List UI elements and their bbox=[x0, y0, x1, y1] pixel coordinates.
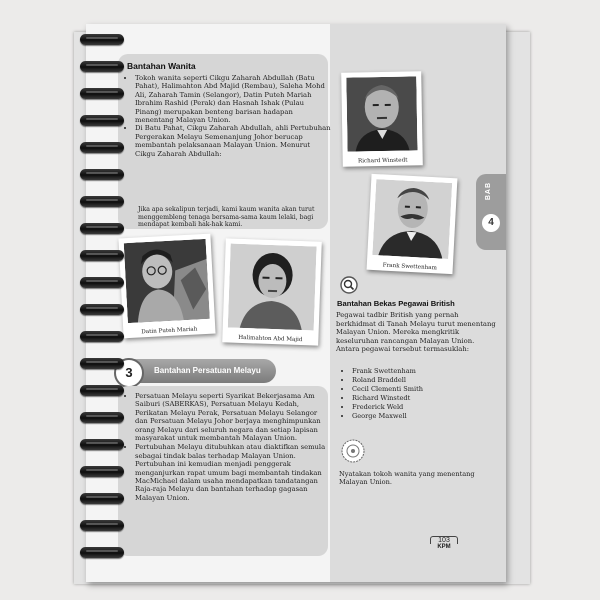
binding-ring bbox=[80, 169, 124, 180]
photo-winstedt bbox=[341, 71, 423, 166]
caption-halimahton: Halimahton Abd Majid bbox=[238, 334, 303, 344]
binding-ring bbox=[80, 196, 124, 207]
chapter-number: 4 bbox=[482, 214, 500, 232]
persatuan-melayu-list bbox=[126, 392, 331, 503]
list-item: • Frederick Weld bbox=[352, 403, 423, 412]
binding-ring bbox=[80, 250, 124, 261]
bantahan-wanita-title: Bantahan Wanita bbox=[127, 61, 196, 71]
section-3-number: 3 bbox=[114, 358, 144, 388]
binding-ring bbox=[80, 358, 124, 369]
magnifier-icon bbox=[340, 276, 358, 294]
portrait-image bbox=[346, 76, 417, 151]
portrait-puteh-mariah bbox=[124, 239, 210, 323]
bantahan-wanita-box bbox=[118, 54, 331, 229]
list-item: • Tokoh wanita seperti Cikgu Zaharah Abdullah (Batu Pahat), Halimahton Abd Majid (Rembau), Saleha Mohd Ali, Zaharah Tamin (Selangor), Datin Puteh Mariah Ibrahim Rashid (Perak) dan Hasnah Ishak (Pulau Pinang) merupakan benteng barisan hadapan menentang Malayan Union. bbox=[135, 74, 331, 124]
binding-ring bbox=[80, 34, 124, 45]
portrait-winstedt bbox=[346, 76, 417, 151]
zaharah-quote: Jika apa sekalipun terjadi, kami kaum wanita akan turut menggembleng tenaga bersama-sama kaum lelaki, bagi mendapat kembali hak-hak kami. bbox=[138, 206, 315, 229]
persatuan-melayu-box bbox=[118, 386, 328, 556]
binding-ring bbox=[80, 223, 124, 234]
bekas-pegawai-title: Bantahan Bekas Pegawai British bbox=[337, 299, 455, 308]
chapter-label: BAB bbox=[485, 182, 492, 201]
portrait-halimahton bbox=[228, 244, 317, 331]
bantahan-wanita-list bbox=[126, 74, 331, 158]
binding-ring bbox=[80, 88, 124, 99]
binding-ring bbox=[80, 61, 124, 72]
binding-ring bbox=[80, 142, 124, 153]
portrait-swettenham bbox=[372, 179, 452, 259]
binding-ring bbox=[80, 520, 124, 531]
textbook-page bbox=[86, 24, 506, 582]
page-number-block bbox=[430, 536, 458, 550]
binding-ring bbox=[80, 547, 124, 558]
binding-ring bbox=[80, 466, 124, 477]
list-item: • Cecil Clementi Smith bbox=[352, 385, 423, 394]
list-item: • Frank Swettenham bbox=[352, 367, 423, 376]
binding-ring bbox=[80, 115, 124, 126]
list-item: • Pertubuhan Melayu ditubuhkan atau diaktifkan semula sebagai tindak balas terhadap Malayan Union. Pertubuhan ini kemudian menjadi penggerak menganjurkan rapat umum bagi membantah tindakan MacMichael dalam usaha mendapatkan tandatangan Raja-raja Melayu dan bantahan terhadap gagasan Malayan Union. bbox=[135, 443, 331, 502]
portrait-image bbox=[372, 179, 452, 259]
binding-ring bbox=[80, 277, 124, 288]
bekas-pegawai-text: Pegawai tadbir British yang pernah berkhidmat di Tanah Melayu turut menentang Malayan Union. Mereka mengkritik keseluruhan rancangan Malayan Union. Antara pegawai tersebut termasuklah: bbox=[336, 311, 496, 353]
caption-puteh-mariah: Datin Puteh Mariah bbox=[141, 326, 198, 336]
spiral-binding bbox=[80, 30, 126, 580]
caption-winstedt: Richard Winstedt bbox=[357, 157, 408, 165]
list-item: • Persatuan Melayu seperti Syarikat Bekerjasama Am Saiburi (SABERKAS), Persatuan Melayu Kedah, Perikatan Melayu Perak, Persatuan Melayu Selangor dan Persatuan Melayu Johor berjaya menghimpunkan orang Melayu dari seluruh negara dan setiap lapisan masyarakat untuk membantah Malayan Union. bbox=[135, 392, 331, 442]
list-item: • Roland Braddell bbox=[352, 376, 423, 385]
binding-ring bbox=[80, 331, 124, 342]
binding-ring bbox=[80, 412, 124, 423]
photo-halimahton bbox=[222, 238, 322, 345]
list-item: • George Maxwell bbox=[352, 412, 423, 421]
list-item: • Richard Winstedt bbox=[352, 394, 423, 403]
page-number: 103 bbox=[430, 536, 458, 544]
binding-ring bbox=[80, 439, 124, 450]
officers-list bbox=[341, 367, 423, 421]
activity-text: Nyatakan tokoh wanita yang menentang Malayan Union. bbox=[339, 470, 475, 487]
binding-ring bbox=[80, 385, 124, 396]
section-3-title: Bantahan Persatuan Melayu bbox=[154, 366, 261, 375]
activity-seal-icon bbox=[341, 439, 365, 463]
portrait-image bbox=[228, 244, 317, 331]
caption-swettenham: Frank Swettenham bbox=[382, 262, 437, 272]
photo-puteh-mariah bbox=[118, 234, 215, 339]
binding-ring bbox=[80, 304, 124, 315]
list-item: • Di Batu Pahat, Cikgu Zaharah Abdullah, ahli Pertubuhan Pergerakan Melayu Semenanjung Johor berucap membantah pelaksanaan Malayan Union. Menurut Cikgu Zaharah Abdullah: bbox=[135, 124, 331, 158]
publisher-logo: KPM bbox=[437, 544, 451, 550]
photo-swettenham bbox=[367, 174, 458, 274]
chapter-tab bbox=[476, 174, 506, 250]
portrait-image bbox=[124, 239, 210, 323]
binding-ring bbox=[80, 493, 124, 504]
